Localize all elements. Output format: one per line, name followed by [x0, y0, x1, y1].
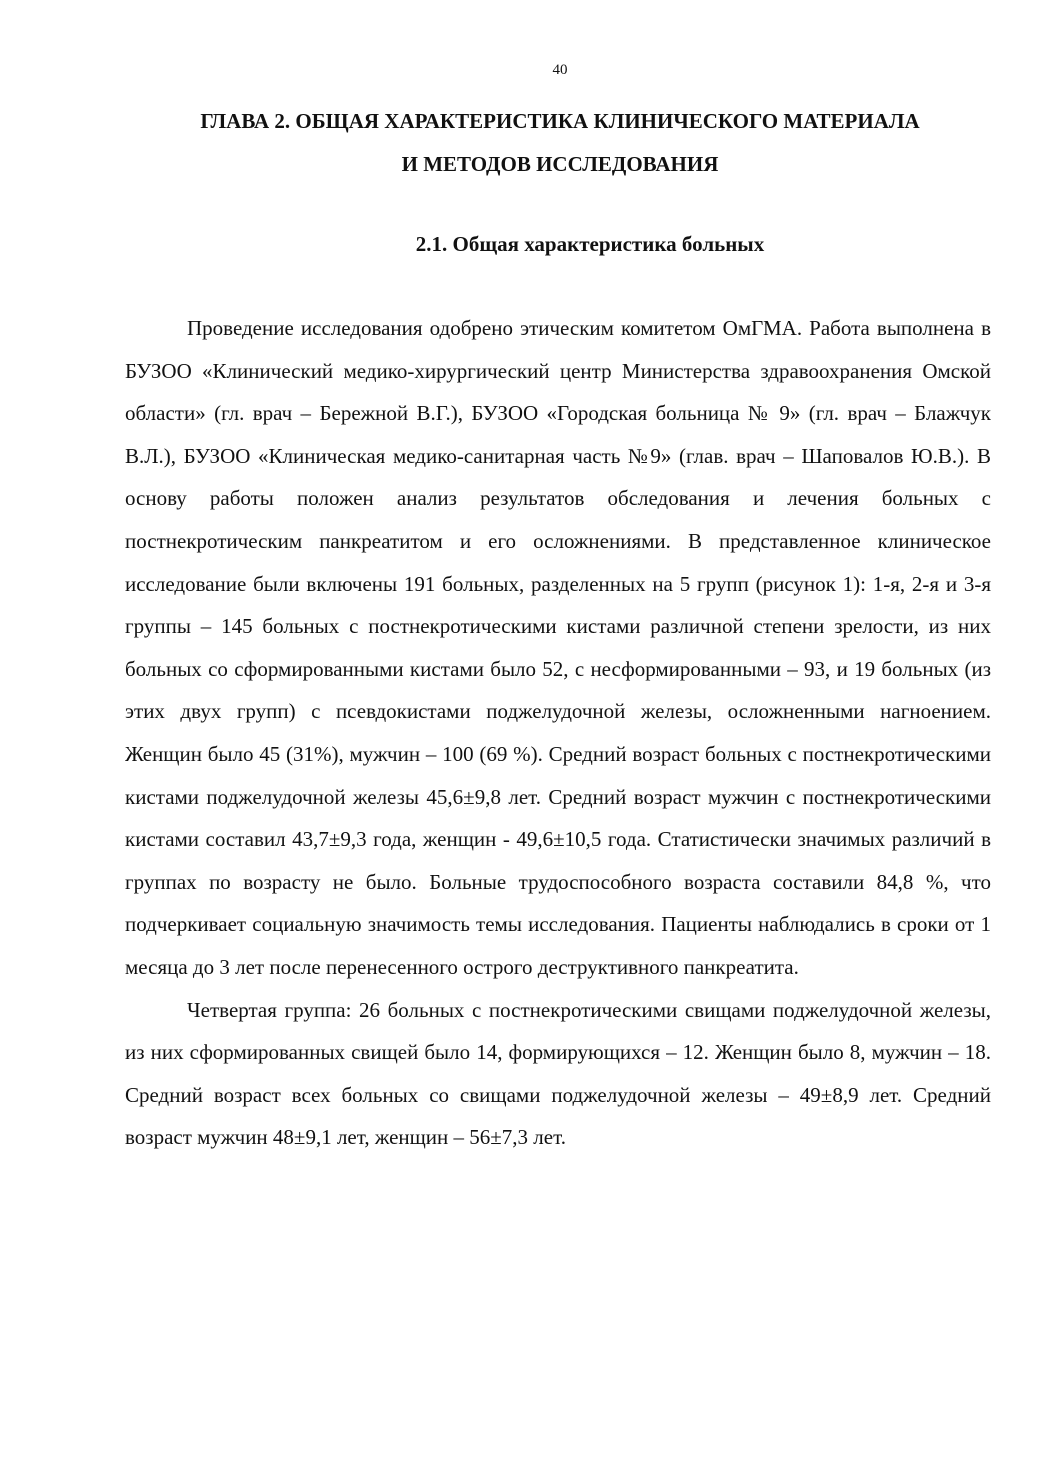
page-number: 40 [552, 62, 568, 78]
chapter-title-line-2: И МЕТОДОВ ИССЛЕДОВАНИЯ [401, 152, 719, 176]
chapter-title [110, 100, 1010, 186]
chapter-title-line-1: ГЛАВА 2. ОБЩАЯ ХАРАКТЕРИСТИКА КЛИНИЧЕСКОГО МАТЕРИАЛА [200, 109, 920, 133]
paragraph-2: Четвертая группа: 26 больных с постнекротическими свищами поджелудочной железы, из них сформированных свищей было 14, формирующихся – 12. Женщин было 8, мужчин – 18. Средний возраст всех больных со свищами поджелудочной железы – 49±8,9 лет. Средний возраст мужчин 48±9,1 лет, женщин – 56±7,3 лет. [125, 997, 991, 1150]
section-title: 2.1. Общая характеристика больных [415, 232, 765, 256]
body-text [125, 307, 991, 1159]
paragraph-1: Проведение исследования одобрено этическим комитетом ОмГМА. Работа выполнена в БУЗОО «Клинический медико-хирургический центр Министерства здравоохранения Омской области» (гл. врач – Бережной В.Г.), БУЗОО «Городская больница № 9» (гл. врач – Блажчук В.Л.), БУЗОО «Клиническая медико-санитарная часть №9» (глав. врач – Шаповалов Ю.В.). В основу работы положен анализ результатов обследования и лечения больных с постнекротическим панкреатитом и его осложнениями. В представленное клиническое исследование были включены 191 больных, разделенных на 5 групп (рисунок 1): 1-я, 2-я и 3-я группы – 145 больных с постнекротическими кистами различной степени зрелости, из них больных со сформированными кистами было 52, с несформированными – 93, и 19 больных (из этих двух групп) с псевдокистами поджелудочной железы, осложненными нагноением. Женщин было 45 (31%), мужчин – 100 (69 %). Средний возраст больных с постнекротическими кистами поджелудочной железы 45,6±9,8 лет. Средний возраст мужчин с постнекротическими кистами составил 43,7±9,3 года, женщин - 49,6±10,5 года. Статистически значимых различий в группах по возрасту не было. Больные трудоспособного возраста составили 84,8 %, что подчеркивает социальную значимость темы исследования. Пациенты наблюдались в сроки от 1 месяца до 3 лет после перенесенного острого деструктивного панкреатита. [125, 316, 991, 979]
